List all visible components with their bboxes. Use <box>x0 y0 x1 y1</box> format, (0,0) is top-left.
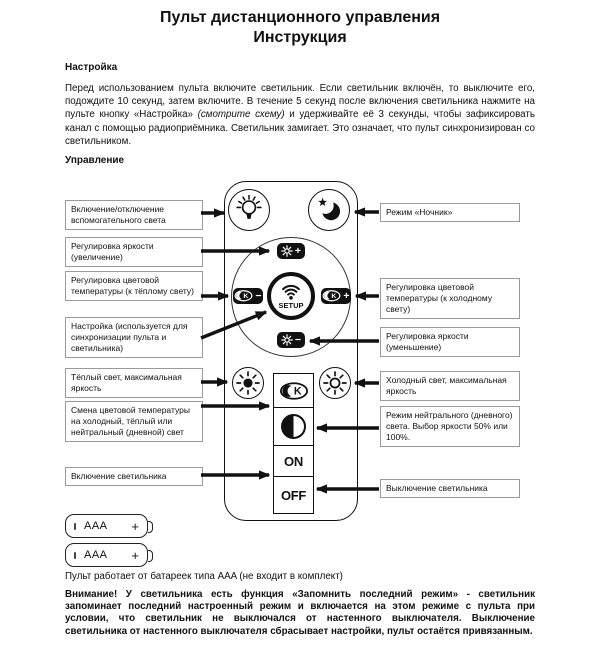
label-power-off: Выключение светильника <box>380 479 520 498</box>
label-neutral-mode: Режим нейтрального (дневного) света. Выбор яркости 50% или 100%. <box>380 406 520 447</box>
label-brightness-up: Регулировка яркости (увеличение) <box>65 237 203 267</box>
setup-paragraph-part1: Перед использованием пульта включите светильник. Если светильник включён, то выключите его, подождите 10 секунд, затем включите. В течение 5 секунд после включения светильника нажмите на пульте кнопку «Настройка» <box>65 83 535 121</box>
label-power-on: Включение светильника <box>65 467 203 486</box>
setup-button-label: SETUP <box>278 300 304 310</box>
setup-paragraph <box>65 82 535 148</box>
label-aux-light: Включение/отключение вспомогательного света <box>65 200 203 230</box>
page-title-line1: Пульт дистанционного управления <box>159 9 441 26</box>
kelvin-minus-icon <box>234 290 253 302</box>
minus-sign: − <box>255 289 262 302</box>
warm-sun-filled-icon <box>234 369 262 397</box>
warm-max-button <box>232 367 264 399</box>
brightness-plus-icon <box>281 245 293 257</box>
on-button <box>274 446 313 477</box>
setup-button <box>267 272 315 320</box>
label-night-mode: Режим «Ночник» <box>380 203 520 222</box>
label-warm-temp: Регулировка цветовой температуры (к тёплому свету) <box>65 271 203 301</box>
battery-1 <box>65 514 148 538</box>
night-mode-moon-star-icon <box>312 193 346 227</box>
battery-caption: Пульт работает от батареек типа AAA (не входит в комплект) <box>65 571 343 582</box>
page-title <box>0 8 600 48</box>
svg-text:K: K <box>293 385 302 398</box>
label-warm-max: Тёплый свет, максимальная яркость <box>65 368 203 398</box>
battery-minus-mark <box>74 523 76 530</box>
battery-type-label: AAA <box>84 520 108 532</box>
aux-light-button <box>228 189 270 231</box>
aux-light-bulb-icon <box>232 193 266 227</box>
brightness-up-button <box>277 243 305 259</box>
page-title-line2: Инструкция <box>253 29 347 46</box>
off-button <box>274 477 313 513</box>
kelvin-plus-icon <box>322 290 341 302</box>
kelvin-minus-button <box>233 288 263 304</box>
kelvin-plus-button <box>321 288 351 304</box>
battery-plus-mark: + <box>131 547 139 563</box>
night-mode-button <box>308 189 350 231</box>
svg-text:K: K <box>331 293 337 301</box>
battery-type-label: AAA <box>84 549 108 561</box>
battery-2 <box>65 543 148 567</box>
kelvin-switch-button <box>274 374 313 408</box>
setup-paragraph-part2: и удерживайте её 3 секунды, чтобы зафиксировать канал с помощью радиоприёмника. Светильник замигает. Это означает, что пульт синхронизирован со светильником. <box>65 109 535 147</box>
button-strip <box>273 373 314 514</box>
control-heading: Управление <box>65 155 125 166</box>
on-button-label: ON <box>284 453 303 469</box>
neutral-mode-button <box>274 408 313 446</box>
brightness-minus-icon <box>281 334 293 346</box>
label-temp-switch: Смена цветовой температуры на холодный, тёплый или нейтральный (дневной) свет <box>65 401 203 442</box>
battery-minus-mark <box>74 552 76 559</box>
label-brightness-down: Регулировка яркости (уменьшение) <box>380 327 520 357</box>
setup-heading: Настройка <box>65 62 118 73</box>
plus-sign: + <box>343 289 350 302</box>
wifi-setup-icon <box>279 283 303 301</box>
label-setup: Настройка (используется для синхронизации пульта и светильника) <box>65 317 203 358</box>
kelvin-icon <box>279 382 309 400</box>
svg-text:K: K <box>243 293 249 301</box>
warning-paragraph: Внимание! У светильника есть функция «Запомнить последний режим» - светильник запоминает последний настроенный режим и включается на этом режиме с пульта при условии, что светильник не выключался от настенного выключателя. Выключение светильника от настенного выключателя сбрасывает настройки, пульт остаётся привязанным. <box>65 589 535 637</box>
cold-max-button <box>319 367 351 399</box>
setup-paragraph-italic: (смотрите схему) <box>197 109 285 121</box>
label-cold-max: Холодный свет, максимальная яркость <box>380 371 520 401</box>
off-button-label: OFF <box>280 487 307 503</box>
neutral-contrast-icon <box>281 414 306 439</box>
battery-plus-mark: + <box>131 518 139 534</box>
label-cold-temp: Регулировка цветовой температуры (к холодному свету) <box>380 278 520 319</box>
brightness-down-button <box>277 332 305 348</box>
minus-sign: − <box>294 333 302 346</box>
plus-sign: + <box>294 244 302 257</box>
cold-sun-outline-icon <box>321 369 349 397</box>
